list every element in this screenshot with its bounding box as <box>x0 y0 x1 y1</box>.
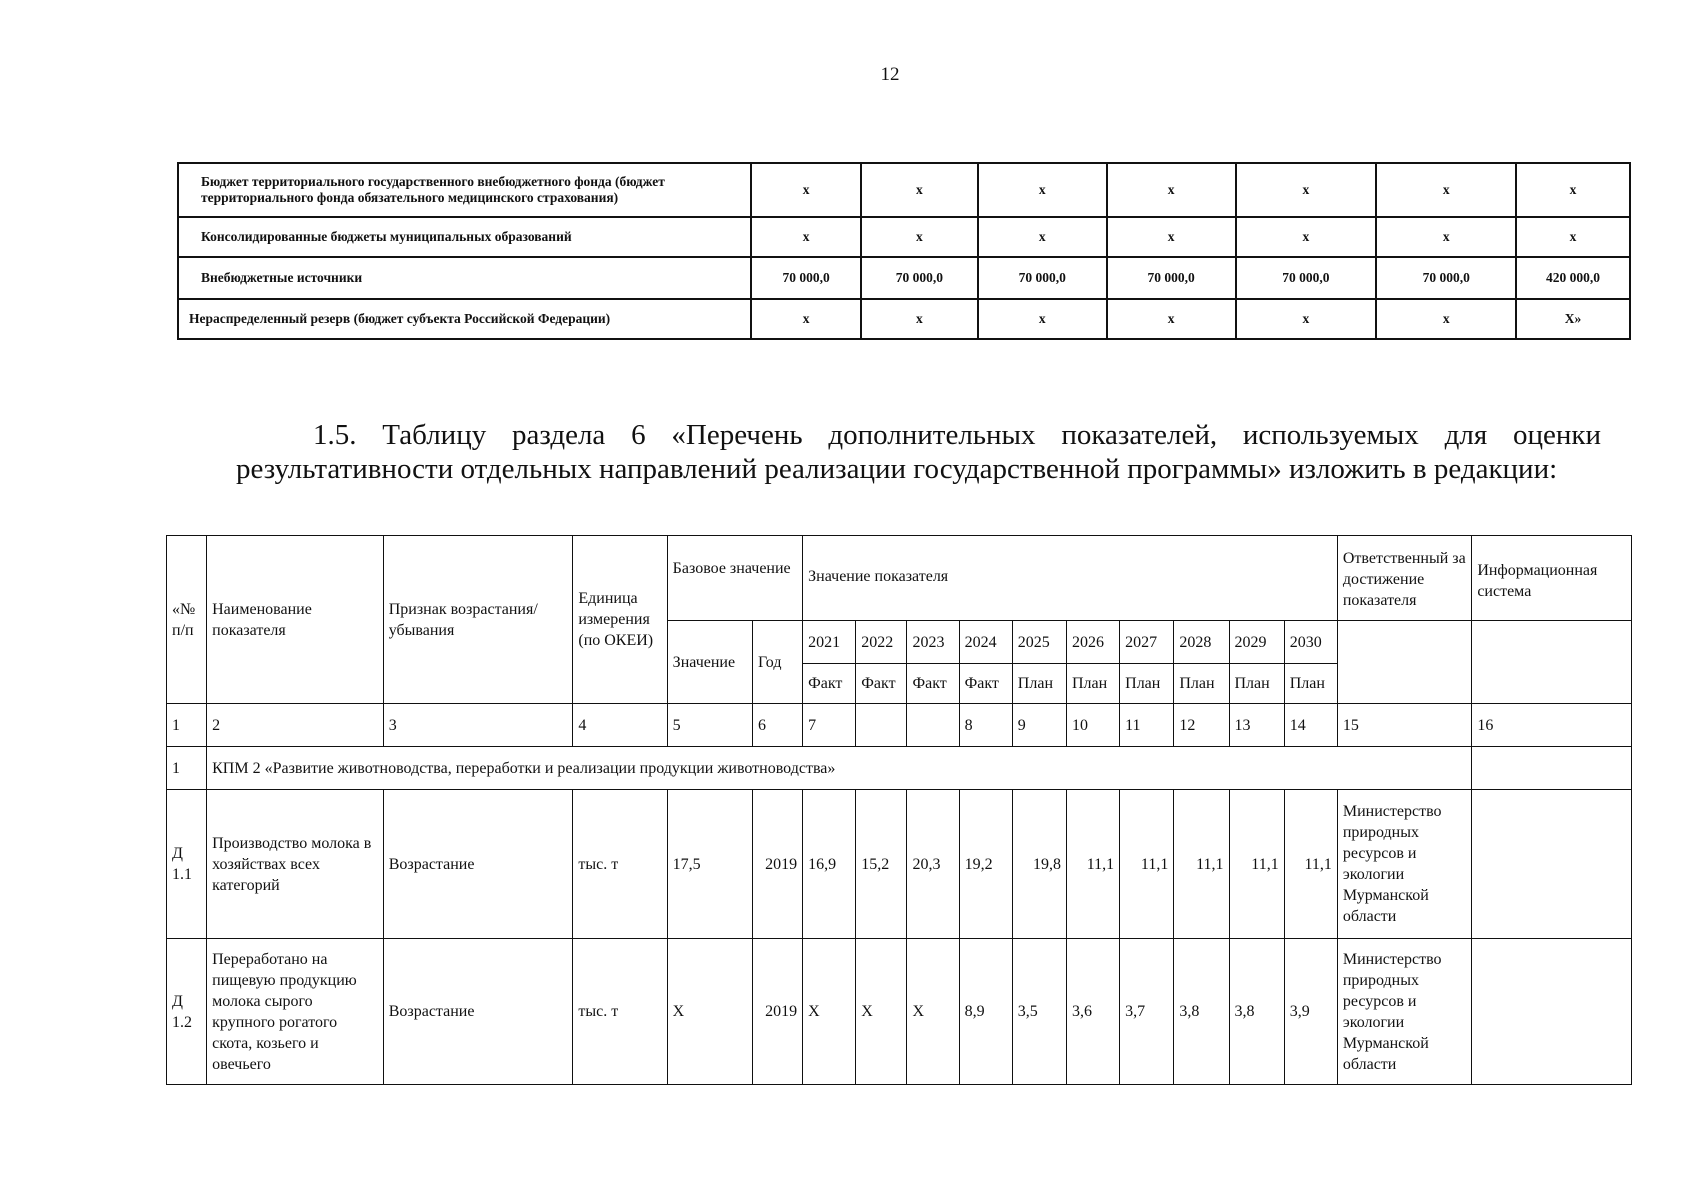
row-value: 11,1 <box>1120 790 1174 939</box>
column-number: 14 <box>1284 704 1337 747</box>
row-value: 11,1 <box>1174 790 1229 939</box>
year-type: Факт <box>856 664 907 704</box>
section-row <box>167 747 1632 790</box>
row-sign: Возрастание <box>383 790 573 939</box>
budget-cell: x <box>1376 217 1516 257</box>
budget-cell: 70 000,0 <box>861 257 978 299</box>
table-row <box>178 299 1630 339</box>
column-number: 8 <box>959 704 1012 747</box>
budget-cell: x <box>1236 217 1377 257</box>
column-number: 5 <box>667 704 752 747</box>
header-indicator-value: Значение показателя <box>803 536 1338 621</box>
year-type: Факт <box>803 664 856 704</box>
column-numbers-row <box>167 704 1632 747</box>
row-name: Производство молока в хозяйствах всех категорий <box>207 790 384 939</box>
budget-cell: 70 000,0 <box>751 257 861 299</box>
column-number: 13 <box>1229 704 1284 747</box>
year-type: План <box>1012 664 1066 704</box>
table-row <box>167 939 1632 1085</box>
budget-cell: x <box>861 299 978 339</box>
header-blank <box>1472 621 1632 704</box>
column-number <box>856 704 907 747</box>
column-number: 2 <box>207 704 384 747</box>
column-number: 10 <box>1066 704 1119 747</box>
row-sign: Возрастание <box>383 939 573 1085</box>
row-base-value: Х <box>667 939 752 1085</box>
budget-cell: X» <box>1516 299 1630 339</box>
column-number: 3 <box>383 704 573 747</box>
header-unit: Единица измерения (по ОКЕИ) <box>573 536 667 704</box>
table-row <box>178 217 1630 257</box>
row-responsible: Министерство природных ресурсов и экологии Мурманской области <box>1337 939 1471 1085</box>
year-2026: 2026 <box>1066 621 1119 664</box>
header-base-year: Год <box>752 621 802 704</box>
heading-line-2: результативности отдельных направлений реализации государственной программы» изложить в редакции: <box>236 453 1558 485</box>
table-row <box>178 257 1630 299</box>
row-value: 8,9 <box>959 939 1012 1085</box>
year-2025: 2025 <box>1012 621 1066 664</box>
row-value: Х <box>803 939 856 1085</box>
column-number: 11 <box>1120 704 1174 747</box>
budget-cell: 70 000,0 <box>1376 257 1516 299</box>
budget-cell: x <box>978 163 1107 217</box>
year-type: План <box>1120 664 1174 704</box>
page-number: 12 <box>880 64 900 85</box>
budget-cell: x <box>751 163 861 217</box>
budget-cell: 70 000,0 <box>1236 257 1377 299</box>
header-base: Базовое значение <box>667 536 802 621</box>
budget-cell: x <box>978 217 1107 257</box>
year-type: План <box>1066 664 1119 704</box>
section-num: 1 <box>167 747 207 790</box>
header-num: «№ п/п <box>167 536 207 704</box>
year-2024: 2024 <box>959 621 1012 664</box>
year-type: План <box>1229 664 1284 704</box>
year-type: Факт <box>959 664 1012 704</box>
column-number: 4 <box>573 704 667 747</box>
section-heading <box>236 418 1601 486</box>
table-row <box>167 790 1632 939</box>
row-value: 3,5 <box>1012 939 1066 1085</box>
row-num: Д 1.1 <box>167 790 207 939</box>
budget-cell: x <box>1516 163 1630 217</box>
row-value: 20,3 <box>907 790 959 939</box>
table-row <box>178 163 1630 217</box>
year-type: План <box>1174 664 1229 704</box>
budget-source-label: Бюджет территориального государственного внебюджетного фонда (бюджет территориального фонда обязательного медицинского страхования) <box>178 163 751 217</box>
column-number: 12 <box>1174 704 1229 747</box>
section-blank <box>1472 747 1632 790</box>
row-value: 3,8 <box>1229 939 1284 1085</box>
row-value: Х <box>856 939 907 1085</box>
budget-source-label: Нераспределенный резерв (бюджет субъекта Российской Федерации) <box>178 299 751 339</box>
row-info-system <box>1472 790 1632 939</box>
budget-cell: x <box>1236 163 1377 217</box>
header-info-system: Информационная система <box>1472 536 1632 621</box>
year-2021: 2021 <box>803 621 856 664</box>
row-name: Переработано на пищевую продукцию молока сырого крупного рогатого скота, козьего и овечьего <box>207 939 384 1085</box>
budget-cell: x <box>1107 299 1236 339</box>
header-blank <box>1337 621 1471 704</box>
indicators-table <box>166 535 1632 1085</box>
budget-cell: x <box>1107 163 1236 217</box>
year-type: Факт <box>907 664 959 704</box>
year-type: План <box>1284 664 1337 704</box>
budget-cell: x <box>861 163 978 217</box>
row-value: 11,1 <box>1284 790 1337 939</box>
column-number <box>907 704 959 747</box>
year-2029: 2029 <box>1229 621 1284 664</box>
budget-cell: x <box>1376 163 1516 217</box>
year-2028: 2028 <box>1174 621 1229 664</box>
heading-line-1: 1.5. Таблицу раздела 6 «Перечень дополнительных показателей, используемых для оценки <box>313 419 1601 451</box>
budget-cell: x <box>861 217 978 257</box>
header-name: Наименование показателя <box>207 536 384 704</box>
row-responsible: Министерство природных ресурсов и экологии Мурманской области <box>1337 790 1471 939</box>
row-unit: тыс. т <box>573 939 667 1085</box>
row-value: 11,1 <box>1066 790 1119 939</box>
budget-cell: x <box>1516 217 1630 257</box>
row-value: 15,2 <box>856 790 907 939</box>
budget-cell: 420 000,0 <box>1516 257 1630 299</box>
header-base-value: Значение <box>667 621 752 704</box>
row-value: 19,2 <box>959 790 1012 939</box>
budget-cell: x <box>978 299 1107 339</box>
column-number: 7 <box>803 704 856 747</box>
column-number: 15 <box>1337 704 1471 747</box>
year-2022: 2022 <box>856 621 907 664</box>
row-base-value: 17,5 <box>667 790 752 939</box>
row-value: 3,7 <box>1120 939 1174 1085</box>
column-number: 16 <box>1472 704 1632 747</box>
budget-cell: x <box>1376 299 1516 339</box>
row-value: 3,8 <box>1174 939 1229 1085</box>
row-unit: тыс. т <box>573 790 667 939</box>
year-2030: 2030 <box>1284 621 1337 664</box>
header-responsible: Ответственный за достижение показателя <box>1337 536 1471 621</box>
header-sign: Признак возрастания/убывания <box>383 536 573 704</box>
budget-cell: x <box>751 299 861 339</box>
budget-sources-table <box>177 162 1631 340</box>
budget-source-label: Консолидированные бюджеты муниципальных образований <box>178 217 751 257</box>
budget-cell: 70 000,0 <box>978 257 1107 299</box>
row-value: 3,6 <box>1066 939 1119 1085</box>
year-2027: 2027 <box>1120 621 1174 664</box>
column-number: 1 <box>167 704 207 747</box>
row-value: 11,1 <box>1229 790 1284 939</box>
row-value: 19,8 <box>1012 790 1066 939</box>
header-row <box>167 536 1632 621</box>
year-2023: 2023 <box>907 621 959 664</box>
row-base-year: 2019 <box>752 939 802 1085</box>
row-info-system <box>1472 939 1632 1085</box>
budget-cell: x <box>1236 299 1377 339</box>
budget-cell: x <box>1107 217 1236 257</box>
row-base-year: 2019 <box>752 790 802 939</box>
row-value: Х <box>907 939 959 1085</box>
budget-cell: 70 000,0 <box>1107 257 1236 299</box>
column-number: 9 <box>1012 704 1066 747</box>
row-value: 16,9 <box>803 790 856 939</box>
column-number: 6 <box>752 704 802 747</box>
budget-source-label: Внебюджетные источники <box>178 257 751 299</box>
section-title: КПМ 2 «Развитие животноводства, переработки и реализации продукции животноводства» <box>207 747 1472 790</box>
budget-cell: x <box>751 217 861 257</box>
row-num: Д 1.2 <box>167 939 207 1085</box>
row-value: 3,9 <box>1284 939 1337 1085</box>
